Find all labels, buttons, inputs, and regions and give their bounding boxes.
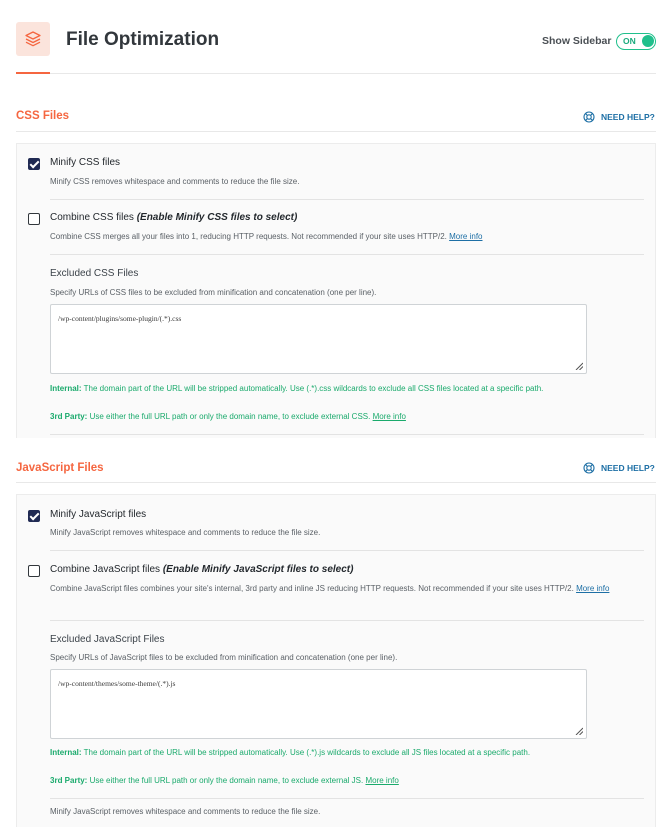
excluded-css-description: Specify URLs of CSS files to be excluded from minification and concatenation (one per line). xyxy=(50,288,377,297)
js-third-party-more-info-link[interactable]: More info xyxy=(365,776,399,785)
toggle-knob xyxy=(642,35,654,47)
option-divider xyxy=(50,199,644,200)
need-help-label: NEED HELP? xyxy=(601,112,655,122)
option-divider xyxy=(50,434,644,435)
js-third-party-note: 3rd Party: Use either the full URL path or only the domain name, to exclude external JS. More info xyxy=(50,776,399,785)
option-divider xyxy=(50,254,644,255)
resize-handle-icon[interactable] xyxy=(575,727,583,735)
lifebuoy-icon xyxy=(583,111,595,123)
js-internal-note: Internal: The domain part of the URL will be stripped automatically. Use (.*).js wildcards to exclude all JS files located at a specific path. xyxy=(50,748,531,757)
css-third-party-more-info-link[interactable]: More info xyxy=(372,412,406,421)
show-sidebar-toggle[interactable] xyxy=(616,33,656,50)
layers-icon xyxy=(16,22,50,56)
combine-js-title: Combine JavaScript files (Enable Minify JavaScript files to select) xyxy=(50,564,354,575)
page-title: File Optimization xyxy=(66,29,220,50)
excluded-css-label: Excluded CSS Files xyxy=(50,268,139,279)
combine-js-more-info-link[interactable]: More info xyxy=(576,584,610,593)
combine-css-more-info-link[interactable]: More info xyxy=(449,232,483,241)
minify-js-title: Minify JavaScript files xyxy=(50,509,147,520)
combine-css-note: (Enable Minify CSS files to select) xyxy=(136,212,298,223)
option-divider xyxy=(50,550,644,551)
minify-js-description: Minify JavaScript removes whitespace and comments to reduce the file size. xyxy=(50,528,321,537)
js-need-help-link[interactable] xyxy=(583,462,655,474)
combine-css-description: Combine CSS merges all your files into 1, reducing HTTP requests. Not recommended if your site uses HTTP/2. More info xyxy=(50,232,483,241)
section-divider xyxy=(16,131,656,132)
js-section-title: JavaScript Files xyxy=(16,462,104,474)
excluded-css-value: /wp-content/plugins/some-plugin/(.*).css xyxy=(58,314,182,323)
js-footer-description: Minify JavaScript removes whitespace and comments to reduce the file size. xyxy=(50,807,321,816)
section-divider xyxy=(16,482,656,483)
option-divider xyxy=(50,620,644,621)
need-help-label: NEED HELP? xyxy=(601,463,655,473)
minify-css-description: Minify CSS removes whitespace and comments to reduce the file size. xyxy=(50,177,300,186)
combine-js-description: Combine JavaScript files combines your site's internal, 3rd party and inline JS reducing HTTP requests. Not recommended if your site uses HTTP/2. More info xyxy=(50,584,610,593)
excluded-css-textarea[interactable] xyxy=(50,304,587,374)
minify-js-checkbox[interactable] xyxy=(28,510,40,522)
excluded-js-label: Excluded JavaScript Files xyxy=(50,634,165,645)
excluded-js-description: Specify URLs of JavaScript files to be excluded from minification and concatenation (one per line). xyxy=(50,653,398,662)
option-divider xyxy=(50,798,644,799)
page-header xyxy=(0,0,670,75)
active-tab-indicator xyxy=(16,72,50,74)
css-section-title: CSS Files xyxy=(16,110,70,122)
lifebuoy-icon xyxy=(583,462,595,474)
minify-css-title: Minify CSS files xyxy=(50,157,121,168)
minify-css-checkbox[interactable] xyxy=(28,158,40,170)
css-third-party-note: 3rd Party: Use either the full URL path or only the domain name, to exclude external CSS. More info xyxy=(50,412,406,421)
css-need-help-link[interactable] xyxy=(583,111,655,123)
excluded-js-textarea[interactable] xyxy=(50,669,587,739)
css-internal-note: Internal: The domain part of the URL will be stripped automatically. Use (.*).css wildcards to exclude all CSS files located at a specific path. xyxy=(50,384,544,393)
show-sidebar-label: Show Sidebar xyxy=(542,35,612,47)
combine-css-title: Combine CSS files (Enable Minify CSS files to select) xyxy=(50,212,298,223)
excluded-js-value: /wp-content/themes/some-theme/(.*).js xyxy=(58,679,176,688)
combine-js-note: (Enable Minify JavaScript files to select) xyxy=(162,564,354,575)
resize-handle-icon[interactable] xyxy=(575,362,583,370)
combine-css-checkbox[interactable] xyxy=(28,213,40,225)
toggle-state-text: ON xyxy=(623,36,636,46)
combine-js-checkbox[interactable] xyxy=(28,565,40,577)
header-divider xyxy=(50,73,656,74)
